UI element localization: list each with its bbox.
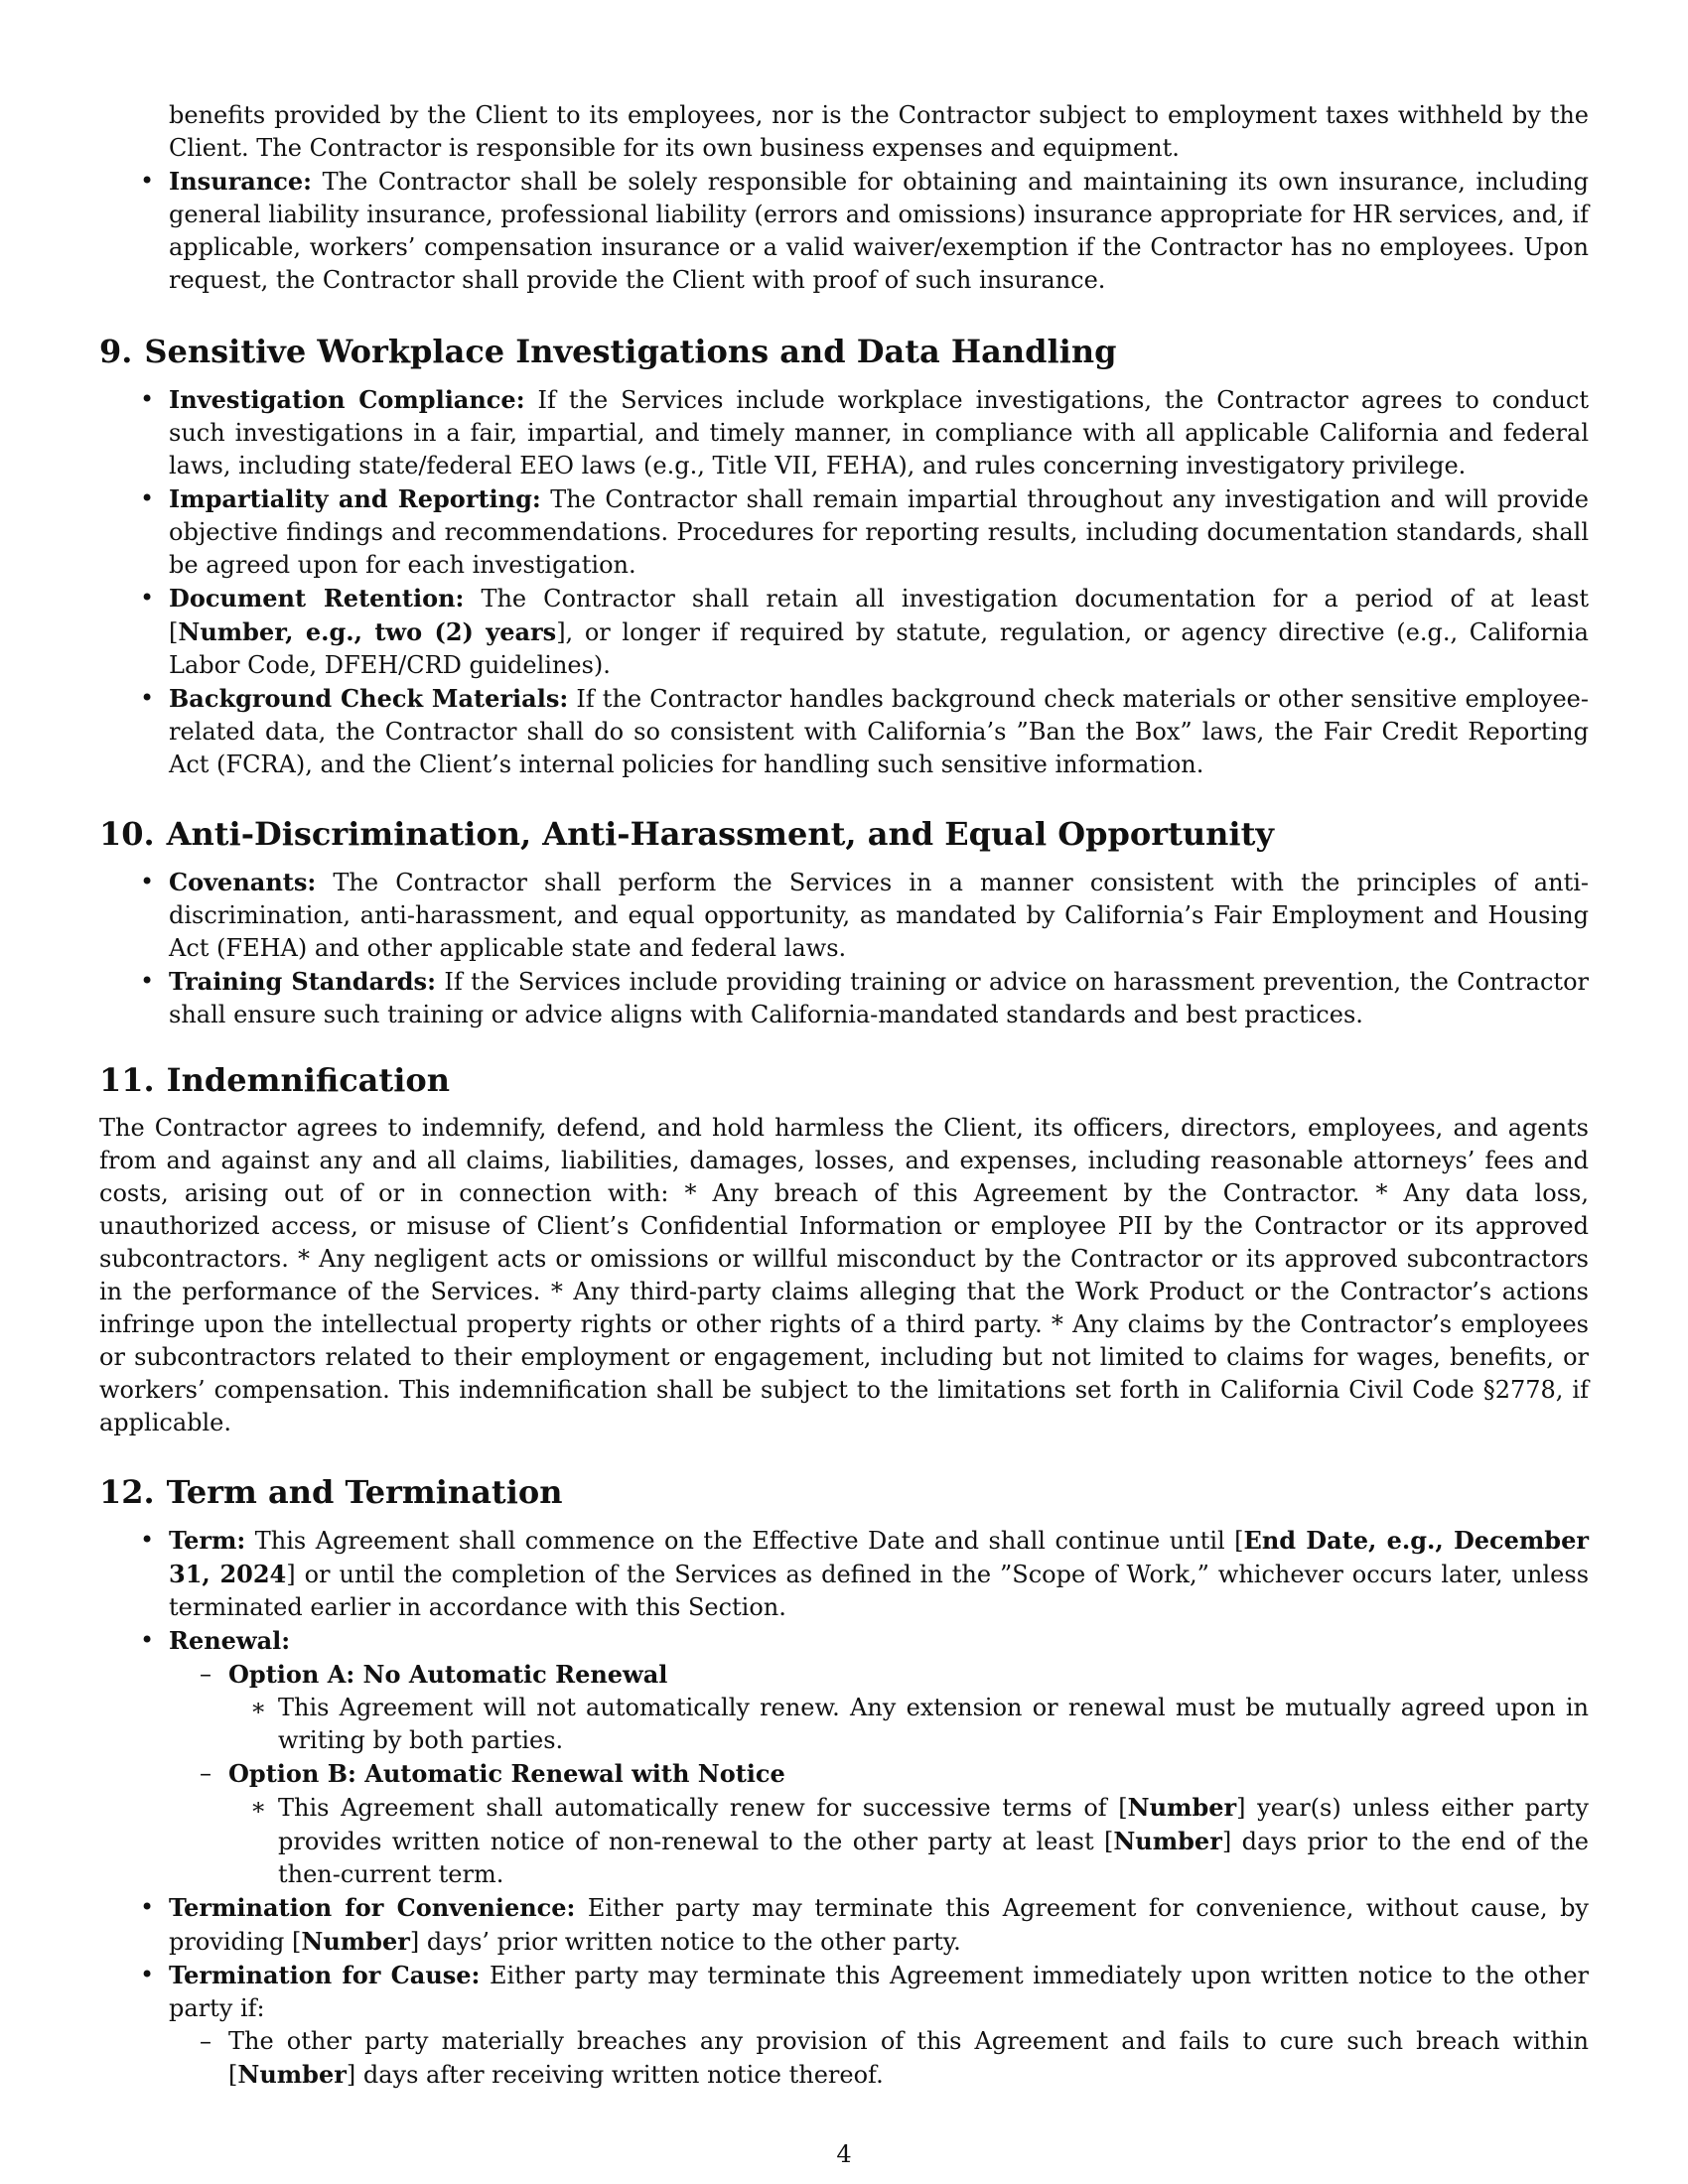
- item-text: This Agreement will not automatically renew. Any extension or renewal must be mutually agreed upon in writing by both parties.: [278, 1694, 1589, 1754]
- option-label: Option B: Automatic Renewal with Notice: [228, 1759, 785, 1788]
- list-item-termination-convenience: [99, 1891, 1589, 1959]
- item-text: This Agreement shall commence on the Effective Date and shall continue until [: [254, 1527, 1244, 1555]
- section-title: Anti-Discrimination, Anti-Harassment, and Equal Opportunity: [166, 815, 1274, 853]
- list-item-termination-cause: [99, 1959, 1589, 2092]
- section-number: 11.: [99, 1061, 155, 1099]
- renewal-option-b: [169, 1757, 1589, 1891]
- section-12-heading: [99, 1472, 1589, 1512]
- list-item-term: [99, 1524, 1589, 1624]
- item-text: If the Services include providing training or advice on harassment prevention, the Contractor shall ensure such training or advice aligns with California-mandated standards and best practices.: [169, 968, 1589, 1028]
- list-item: [228, 1692, 1589, 1757]
- item-label: Insurance:: [169, 167, 313, 196]
- item-label: Covenants:: [169, 868, 317, 896]
- item-text: If the Services include workplace investigations, the Contractor agrees to conduct such investigations in a fair, impartial, and timely manner, in compliance with all applicable California and federal laws, including state/federal EEO laws (e.g., Title VII, FEHA), and rules concerning investigatory privilege.: [169, 386, 1590, 479]
- list-item-renewal: [99, 1624, 1589, 1891]
- cause-conditions-list: [169, 2025, 1589, 2092]
- item-text: ] or until the completion of the Services as defined in the ”Scope of Work,” whichever occurs later, unless terminated earlier in accordance with this Section.: [169, 1561, 1590, 1621]
- section-9-list: [99, 383, 1589, 781]
- placeholder-text: End Date, e.g., December 31, 2024: [169, 1526, 1589, 1588]
- section-12-list: [99, 1524, 1589, 2092]
- renewal-option-a: [169, 1658, 1589, 1757]
- section-10-heading: [99, 814, 1589, 854]
- item-text: Either party may terminate this Agreement immediately upon written notice to the other party if:: [169, 1962, 1589, 2022]
- section-number: 12.: [99, 1473, 155, 1511]
- list-item: [99, 866, 1589, 965]
- section-10-list: [99, 866, 1589, 1031]
- item-label: Training Standards:: [169, 967, 436, 996]
- list-item: [169, 2025, 1589, 2092]
- item-text: If the Contractor handles background check materials or other sensitive employee-related data, the Contractor shall do so consistent with California’s ”Ban the Box” laws, the Fair Credit Reporting Act (FCRA), and the Client’s internal policies for handling such sensitive information.: [169, 685, 1589, 778]
- option-b-list: [228, 1791, 1589, 1891]
- section-number: 9.: [99, 333, 133, 370]
- item-text: ], or longer if required by statute, regulation, or agency directive (e.g., California Labor Code, DFEH/CRD guidelines).: [169, 618, 1589, 679]
- list-item: [99, 682, 1589, 781]
- placeholder-text: Number: [237, 2060, 347, 2089]
- page-number: 4: [836, 2140, 852, 2168]
- item-label: Termination for Convenience:: [169, 1893, 576, 1922]
- item-label: Document Retention:: [169, 584, 465, 613]
- renewal-options-list: [169, 1658, 1589, 1891]
- item-text: ] days’ prior written notice to the other party.: [409, 1928, 961, 1956]
- item-text: This Agreement shall automatically renew for successive terms of [: [278, 1794, 1128, 1822]
- item-label: Term:: [169, 1526, 246, 1555]
- item-text: ] days prior to the end of the then-current term.: [278, 1828, 1590, 1888]
- item-label: Renewal:: [169, 1626, 291, 1655]
- option-label: Option A: No Automatic Renewal: [228, 1660, 668, 1689]
- list-item-insurance: [99, 165, 1589, 297]
- list-item: [99, 482, 1589, 582]
- indemnification-paragraph: The Contractor agrees to indemnify, defend, and hold harmless the Client, its officers, directors, employees, and agents from and against any and all claims, liabilities, damages, losses, and expenses, including reasonable attorneys’ fees and costs, arising out of or in connection with: * Any breach of this Agreement by the Contractor. * Any data loss, unauthorized access, or misuse of Client’s Confidential Information or employee PII by the Contractor or its approved subcontractors. * Any negligent acts or omissions or willful misconduct by the Contractor or its approved subcontractors in the performance of the Services. * Any third-party claims alleging that the Work Product or the Contractor’s actions infringe upon the intellectual property rights or other rights of a third party. * Any claims by the Contractor’s employees or subcontractors related to their employment or engagement, including but not limited to claims for wages, benefits, or workers’ compensation. This indemnification shall be subject to the limitations set forth in California Civil Code §2778, if applicable.: [99, 1114, 1589, 1436]
- item-label: Investigation Compliance:: [169, 385, 525, 414]
- section-11-heading: [99, 1060, 1589, 1100]
- item-label: Impartiality and Reporting:: [169, 484, 541, 513]
- placeholder-text: Number, e.g., two (2) years: [178, 617, 557, 646]
- section-title: Term and Termination: [166, 1473, 563, 1511]
- item-text: Either party may terminate this Agreement for convenience, without cause, by providing [: [169, 1894, 1589, 1956]
- list-item: [228, 1791, 1589, 1891]
- item-label: Termination for Cause:: [169, 1961, 481, 1989]
- list-item: [99, 582, 1589, 682]
- list-item: [99, 383, 1589, 482]
- option-a-list: [228, 1692, 1589, 1757]
- item-text: ] days after receiving written notice thereof.: [346, 2061, 884, 2089]
- list-item: [99, 965, 1589, 1031]
- section-title: Sensitive Workplace Investigations and Data Handling: [144, 333, 1117, 370]
- page-content: [99, 99, 1589, 2092]
- section-title: Indemnification: [166, 1061, 450, 1099]
- continuation-paragraph: benefits provided by the Client to its employees, nor is the Contractor subject to employment taxes withheld by the Client. The Contractor is responsible for its own business expenses and equipment.: [169, 101, 1589, 162]
- item-label: Background Check Materials:: [169, 684, 569, 713]
- item-text: The Contractor shall remain impartial throughout any investigation and will provide objective findings and recommendations. Procedures for reporting results, including documentation standards, shall be agreed upon for each investigation.: [169, 485, 1589, 579]
- placeholder-text: Number: [1127, 1793, 1237, 1822]
- item-text: The Contractor shall perform the Services in a manner consistent with the principles of anti-discrimination, anti-harassment, and equal opportunity, as mandated by California’s Fair Employment and Housing Act (FEHA) and other applicable state and federal laws.: [169, 869, 1589, 962]
- item-text: The Contractor shall be solely responsible for obtaining and maintaining its own insurance, including general liability insurance, professional liability (errors and omissions) insurance appropriate for HR services, and, if applicable, workers’ compensation insurance or a valid waiver/exemption if the Contractor has no employees. Upon request, the Contractor shall provide the Client with proof of such insurance.: [169, 168, 1589, 294]
- item-text: ] year(s) unless either party provides written notice of non-renewal to the other party at least [: [278, 1794, 1589, 1855]
- placeholder-text: Number: [301, 1927, 410, 1956]
- item-text: The other party materially breaches any provision of this Agreement and fails to cure such breach within [: [228, 2027, 1589, 2089]
- section-number: 10.: [99, 815, 155, 853]
- placeholder-text: Number: [1113, 1827, 1222, 1855]
- section-9-heading: [99, 332, 1589, 371]
- insurance-list: [99, 165, 1589, 297]
- item-text: The Contractor shall retain all investigation documentation for a period of at least [: [169, 585, 1589, 646]
